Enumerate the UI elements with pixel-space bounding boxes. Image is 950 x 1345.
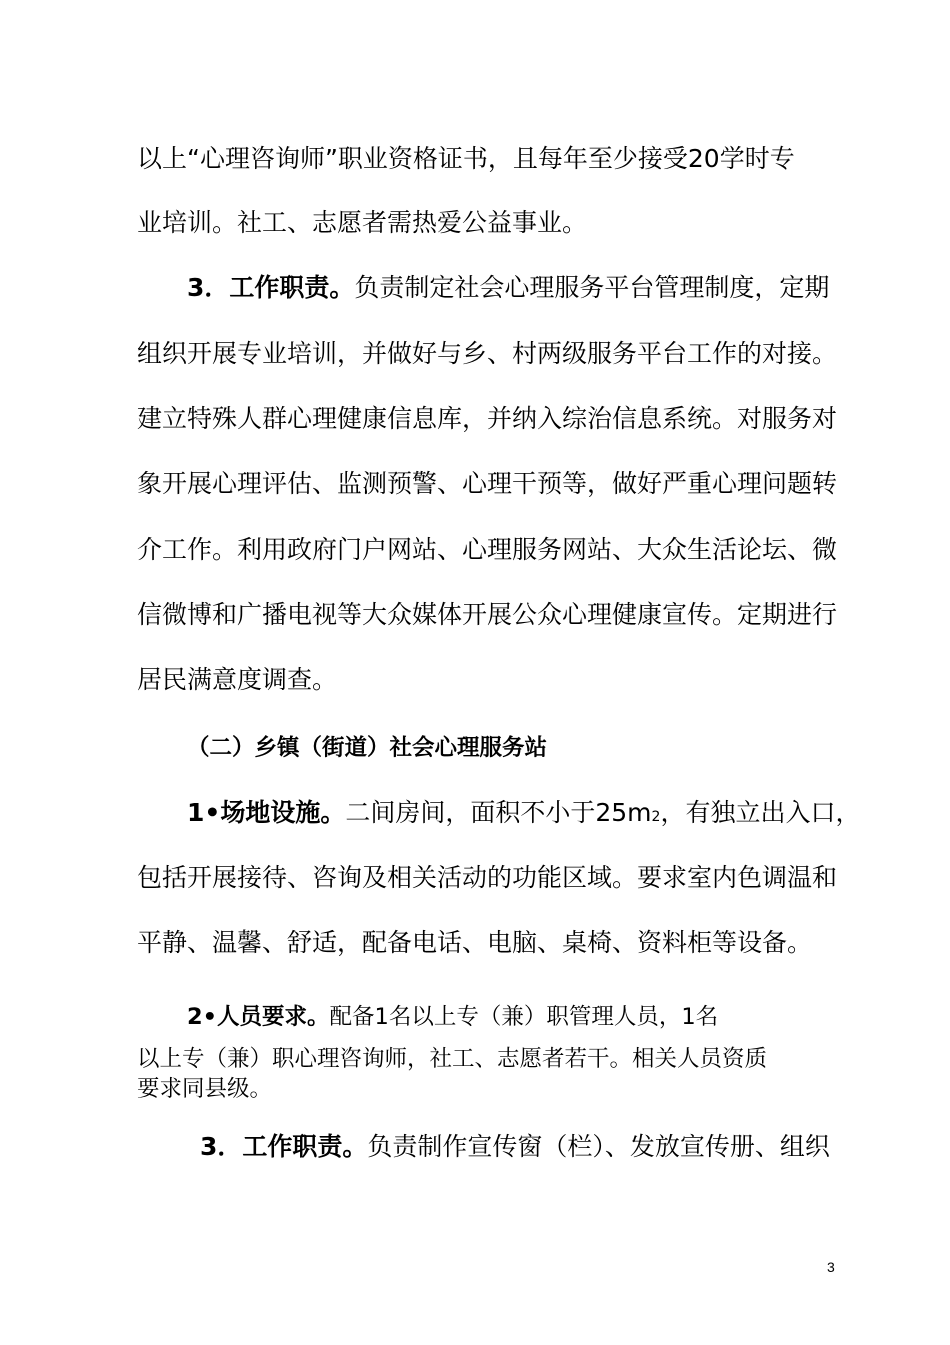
text-line: 组织开展专业培训，并做好与乡、村两级服务平台工作的对接。	[137, 339, 838, 368]
section-heading: 1•场地设施。	[187, 798, 346, 827]
section-heading: 3．工作职责。	[187, 273, 355, 302]
section-heading: 2•人员要求。	[187, 1004, 330, 1030]
text-line	[187, 272, 829, 304]
text-line: 平静、温馨、舒适，配备电话、电脑、桌椅、资料柜等设备。	[137, 928, 813, 957]
text-line	[187, 797, 860, 833]
text-line: 业培训。社工、志愿者需热爱公益事业。	[137, 208, 588, 237]
text-line: 信微博和广播电视等大众媒体开展公众心理健康宣传。定期进行	[137, 600, 838, 629]
text-line: 象开展心理评估、监测预警、心理干预等，做好严重心理问题转	[137, 469, 838, 498]
text-run: 二间房间，面积不小于25m	[345, 798, 652, 827]
text-line: 要求同县级。	[137, 1076, 273, 1102]
text-line: 介工作。利用政府门户网站、心理服务网站、大众生活论坛、微	[137, 535, 838, 564]
page-number: 3	[827, 1259, 835, 1275]
text-line	[200, 1131, 830, 1163]
section-heading: 3．工作职责。	[200, 1132, 368, 1161]
text-line: 以上专（兼）职心理咨询师，社工、志愿者若干。相关人员资质	[137, 1046, 768, 1072]
text-run: ，有独立出入口，	[660, 798, 861, 827]
text-line: 包括开展接待、咨询及相关活动的功能区域。要求室内色调温和	[137, 863, 838, 892]
text-line: 居民满意度调查。	[137, 665, 338, 694]
superscript-unit: 2	[651, 809, 661, 825]
text-run: 负责制作宣传窗（栏）、发放宣传册、组织	[367, 1132, 830, 1161]
text-line	[187, 734, 547, 762]
text-run: 负责制定社会心理服务平台管理制度，定期	[354, 273, 830, 302]
text-line	[187, 1003, 718, 1031]
text-line: 建立特殊人群心理健康信息库，并纳入综治信息系统。对服务对	[137, 404, 838, 433]
text-line: 以上“心理咨询师”职业资格证书，且每年至少接受20学时专	[137, 144, 795, 173]
text-run: 配备1名以上专（兼）职管理人员，1名	[329, 1004, 719, 1030]
section-heading: （二）乡镇（街道）社会心理服务站	[187, 735, 548, 761]
